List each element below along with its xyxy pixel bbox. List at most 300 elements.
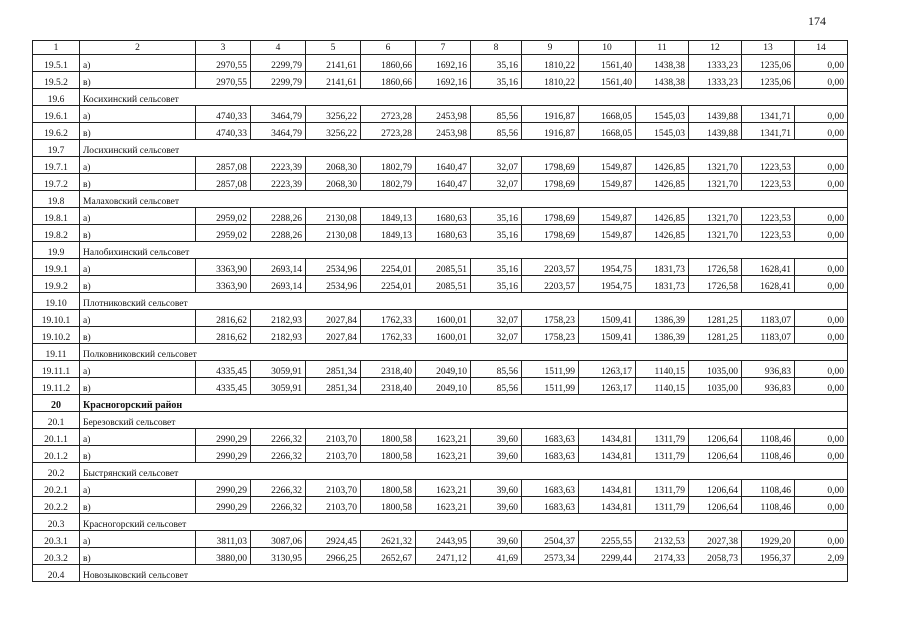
value-cell: 2254,01: [361, 259, 416, 276]
table-row: [33, 208, 848, 225]
value-cell: 1333,23: [689, 72, 742, 89]
value-cell: 2103,70: [306, 480, 361, 497]
value-cell: 2255,55: [579, 531, 636, 548]
value-cell: 2990,29: [196, 480, 251, 497]
section-row: [33, 140, 848, 157]
value-cell: 1426,85: [636, 157, 689, 174]
column-header: 2: [80, 41, 196, 55]
value-cell: 1683,63: [522, 429, 579, 446]
row-code: 20: [33, 395, 80, 412]
value-cell: 39,60: [471, 429, 522, 446]
value-cell: 39,60: [471, 497, 522, 514]
value-cell: 2103,70: [306, 446, 361, 463]
value-cell: 1916,87: [522, 123, 579, 140]
value-cell: 1263,17: [579, 378, 636, 395]
value-cell: 0,00: [795, 378, 848, 395]
value-cell: 0,00: [795, 174, 848, 191]
value-cell: 1680,63: [416, 208, 471, 225]
row-code: 19.8.1: [33, 208, 80, 225]
value-cell: 2723,28: [361, 123, 416, 140]
value-cell: 1438,38: [636, 55, 689, 72]
value-cell: 3464,79: [251, 123, 306, 140]
value-cell: 1426,85: [636, 208, 689, 225]
value-cell: 4740,33: [196, 106, 251, 123]
row-code: 19.11.2: [33, 378, 80, 395]
value-cell: 0,00: [795, 225, 848, 242]
column-number-row: [33, 41, 848, 55]
value-cell: 0,00: [795, 72, 848, 89]
section-row: [33, 242, 848, 259]
value-cell: 3880,00: [196, 548, 251, 565]
value-cell: 1692,16: [416, 72, 471, 89]
value-cell: 2266,32: [251, 480, 306, 497]
value-cell: 1183,07: [742, 327, 795, 344]
value-cell: 0,00: [795, 429, 848, 446]
value-cell: 1439,88: [689, 123, 742, 140]
value-cell: 1561,40: [579, 55, 636, 72]
value-cell: 1640,47: [416, 157, 471, 174]
value-cell: 2534,96: [306, 276, 361, 293]
section-row: [33, 191, 848, 208]
value-cell: 1509,41: [579, 327, 636, 344]
value-cell: 1549,87: [579, 174, 636, 191]
value-cell: 2174,33: [636, 548, 689, 565]
value-cell: 1640,47: [416, 174, 471, 191]
value-cell: 2990,29: [196, 497, 251, 514]
row-label: а): [80, 157, 196, 174]
value-cell: 2223,39: [251, 174, 306, 191]
value-cell: 0,00: [795, 327, 848, 344]
column-header: 12: [689, 41, 742, 55]
value-cell: 35,16: [471, 208, 522, 225]
row-code: 20.1.1: [33, 429, 80, 446]
column-header: 3: [196, 41, 251, 55]
value-cell: 1108,46: [742, 429, 795, 446]
value-cell: 2,09: [795, 548, 848, 565]
value-cell: 3363,90: [196, 259, 251, 276]
value-cell: 1321,70: [689, 174, 742, 191]
value-cell: 2130,08: [306, 225, 361, 242]
row-code: 19.8.2: [33, 225, 80, 242]
row-label: Красногорский сельсовет: [80, 514, 848, 531]
row-code: 19.6: [33, 89, 80, 106]
value-cell: 2266,32: [251, 429, 306, 446]
section-row: [33, 293, 848, 310]
value-cell: 1802,79: [361, 174, 416, 191]
value-cell: 2223,39: [251, 157, 306, 174]
row-code: 19.11.1: [33, 361, 80, 378]
table-row: [33, 480, 848, 497]
value-cell: 3059,91: [251, 378, 306, 395]
value-cell: 1223,53: [742, 174, 795, 191]
column-header: 6: [361, 41, 416, 55]
value-cell: 1802,79: [361, 157, 416, 174]
value-cell: 0,00: [795, 497, 848, 514]
value-cell: 3363,90: [196, 276, 251, 293]
table-row: [33, 123, 848, 140]
row-code: 19.10: [33, 293, 80, 310]
value-cell: 2573,34: [522, 548, 579, 565]
row-label: Березовский сельсовет: [80, 412, 848, 429]
value-cell: 2318,40: [361, 378, 416, 395]
column-header: 10: [579, 41, 636, 55]
row-code: 19.6.2: [33, 123, 80, 140]
table-row: [33, 106, 848, 123]
value-cell: 1683,63: [522, 480, 579, 497]
value-cell: 1831,73: [636, 276, 689, 293]
value-cell: 1623,21: [416, 446, 471, 463]
value-cell: 1668,05: [579, 123, 636, 140]
value-cell: 85,56: [471, 378, 522, 395]
row-code: 20.3.1: [33, 531, 80, 548]
row-label: в): [80, 446, 196, 463]
value-cell: 2959,02: [196, 208, 251, 225]
row-code: 20.2: [33, 463, 80, 480]
value-cell: 0,00: [795, 157, 848, 174]
section-row: [33, 463, 848, 480]
value-cell: 1434,81: [579, 429, 636, 446]
value-cell: 2299,79: [251, 72, 306, 89]
value-cell: 3256,22: [306, 123, 361, 140]
row-label: а): [80, 361, 196, 378]
value-cell: 1434,81: [579, 446, 636, 463]
table-row: [33, 276, 848, 293]
value-cell: 2182,93: [251, 327, 306, 344]
section-row: [33, 412, 848, 429]
section-row: [33, 344, 848, 361]
value-cell: 2068,30: [306, 174, 361, 191]
value-cell: 0,00: [795, 446, 848, 463]
row-code: 19.9.1: [33, 259, 80, 276]
value-cell: 0,00: [795, 55, 848, 72]
value-cell: 0,00: [795, 531, 848, 548]
value-cell: 1386,39: [636, 310, 689, 327]
value-cell: 3059,91: [251, 361, 306, 378]
value-cell: 1683,63: [522, 497, 579, 514]
table-row: [33, 378, 848, 395]
value-cell: 4740,33: [196, 123, 251, 140]
value-cell: 1235,06: [742, 55, 795, 72]
value-cell: 2049,10: [416, 378, 471, 395]
row-label: а): [80, 480, 196, 497]
value-cell: 1545,03: [636, 106, 689, 123]
row-label: а): [80, 310, 196, 327]
value-cell: 2027,38: [689, 531, 742, 548]
value-cell: 2103,70: [306, 497, 361, 514]
table-row: [33, 259, 848, 276]
table-row: [33, 429, 848, 446]
column-header: 11: [636, 41, 689, 55]
value-cell: 1810,22: [522, 72, 579, 89]
value-cell: 2318,40: [361, 361, 416, 378]
value-cell: 1223,53: [742, 208, 795, 225]
value-cell: 1511,99: [522, 361, 579, 378]
value-cell: 2443,95: [416, 531, 471, 548]
value-cell: 2924,45: [306, 531, 361, 548]
value-cell: 2132,53: [636, 531, 689, 548]
column-header: 13: [742, 41, 795, 55]
table-row: [33, 497, 848, 514]
row-code: 19.7.1: [33, 157, 80, 174]
value-cell: 1683,63: [522, 446, 579, 463]
value-cell: 1108,46: [742, 480, 795, 497]
value-cell: 1511,99: [522, 378, 579, 395]
district-row: [33, 395, 848, 412]
value-cell: 936,83: [742, 378, 795, 395]
row-code: 20.3: [33, 514, 80, 531]
table-row: [33, 174, 848, 191]
column-header: 5: [306, 41, 361, 55]
row-code: 19.9: [33, 242, 80, 259]
value-cell: 0,00: [795, 310, 848, 327]
value-cell: 1311,79: [636, 480, 689, 497]
table-row: [33, 548, 848, 565]
value-cell: 2693,14: [251, 276, 306, 293]
row-code: 20.1: [33, 412, 80, 429]
value-cell: 1798,69: [522, 174, 579, 191]
value-cell: 1183,07: [742, 310, 795, 327]
value-cell: 1281,25: [689, 327, 742, 344]
row-code: 19.9.2: [33, 276, 80, 293]
value-cell: 0,00: [795, 480, 848, 497]
value-cell: 1798,69: [522, 208, 579, 225]
row-label: а): [80, 429, 196, 446]
value-cell: 1954,75: [579, 276, 636, 293]
value-cell: 1623,21: [416, 497, 471, 514]
row-code: 19.5.2: [33, 72, 80, 89]
row-label: в): [80, 174, 196, 191]
value-cell: 2652,67: [361, 548, 416, 565]
row-label: а): [80, 106, 196, 123]
value-cell: 1929,20: [742, 531, 795, 548]
value-cell: 1321,70: [689, 157, 742, 174]
value-cell: 2288,26: [251, 225, 306, 242]
section-row: [33, 89, 848, 106]
value-cell: 1281,25: [689, 310, 742, 327]
value-cell: 2027,84: [306, 310, 361, 327]
value-cell: 1798,69: [522, 157, 579, 174]
value-cell: 2085,51: [416, 276, 471, 293]
value-cell: 2970,55: [196, 55, 251, 72]
table-row: [33, 157, 848, 174]
value-cell: 1206,64: [689, 480, 742, 497]
value-cell: 0,00: [795, 208, 848, 225]
value-cell: 2058,73: [689, 548, 742, 565]
value-cell: 1800,58: [361, 429, 416, 446]
row-label: в): [80, 225, 196, 242]
value-cell: 35,16: [471, 72, 522, 89]
value-cell: 1800,58: [361, 480, 416, 497]
value-cell: 2534,96: [306, 259, 361, 276]
value-cell: 3130,95: [251, 548, 306, 565]
value-cell: 1916,87: [522, 106, 579, 123]
value-cell: 1956,37: [742, 548, 795, 565]
value-cell: 1692,16: [416, 55, 471, 72]
value-cell: 1849,13: [361, 208, 416, 225]
row-label: в): [80, 548, 196, 565]
row-label: Плотниковский сельсовет: [80, 293, 848, 310]
value-cell: 2857,08: [196, 157, 251, 174]
column-header: 4: [251, 41, 306, 55]
value-cell: 1321,70: [689, 225, 742, 242]
value-cell: 1341,71: [742, 123, 795, 140]
value-cell: 2693,14: [251, 259, 306, 276]
section-row: [33, 565, 848, 582]
value-cell: 32,07: [471, 157, 522, 174]
row-label: Быстрянский сельсовет: [80, 463, 848, 480]
column-header: 7: [416, 41, 471, 55]
value-cell: 35,16: [471, 55, 522, 72]
section-row: [33, 514, 848, 531]
value-cell: 1035,00: [689, 361, 742, 378]
value-cell: 85,56: [471, 106, 522, 123]
value-cell: 1311,79: [636, 429, 689, 446]
value-cell: 2816,62: [196, 327, 251, 344]
value-cell: 1726,58: [689, 276, 742, 293]
column-header: 14: [795, 41, 848, 55]
value-cell: 35,16: [471, 225, 522, 242]
value-cell: 0,00: [795, 361, 848, 378]
value-cell: 1341,71: [742, 106, 795, 123]
value-cell: 2299,44: [579, 548, 636, 565]
value-cell: 32,07: [471, 327, 522, 344]
value-cell: 2266,32: [251, 497, 306, 514]
value-cell: 1333,23: [689, 55, 742, 72]
value-cell: 1680,63: [416, 225, 471, 242]
value-cell: 2857,08: [196, 174, 251, 191]
row-code: 19.8: [33, 191, 80, 208]
value-cell: 2816,62: [196, 310, 251, 327]
value-cell: 1140,15: [636, 361, 689, 378]
row-label: в): [80, 276, 196, 293]
value-cell: 1549,87: [579, 157, 636, 174]
value-cell: 2621,32: [361, 531, 416, 548]
value-cell: 0,00: [795, 276, 848, 293]
value-cell: 1762,33: [361, 310, 416, 327]
value-cell: 2723,28: [361, 106, 416, 123]
row-label: в): [80, 123, 196, 140]
table-row: [33, 531, 848, 548]
row-label: а): [80, 55, 196, 72]
value-cell: 2141,61: [306, 55, 361, 72]
table-row: [33, 446, 848, 463]
value-cell: 4335,45: [196, 378, 251, 395]
value-cell: 2085,51: [416, 259, 471, 276]
value-cell: 32,07: [471, 174, 522, 191]
row-label: Полковниковский сельсовет: [80, 344, 848, 361]
value-cell: 41,69: [471, 548, 522, 565]
value-cell: 1561,40: [579, 72, 636, 89]
row-code: 20.1.2: [33, 446, 80, 463]
value-cell: 0,00: [795, 259, 848, 276]
row-label: Лосихинский сельсовет: [80, 140, 848, 157]
value-cell: 1311,79: [636, 497, 689, 514]
row-label: а): [80, 259, 196, 276]
value-cell: 1762,33: [361, 327, 416, 344]
table-row: [33, 72, 848, 89]
value-cell: 2203,57: [522, 276, 579, 293]
value-cell: 3087,06: [251, 531, 306, 548]
value-cell: 2182,93: [251, 310, 306, 327]
table-row: [33, 361, 848, 378]
value-cell: 1758,23: [522, 310, 579, 327]
value-cell: 2141,61: [306, 72, 361, 89]
value-cell: 2254,01: [361, 276, 416, 293]
value-cell: 1628,41: [742, 276, 795, 293]
row-code: 19.10.1: [33, 310, 80, 327]
row-label: а): [80, 531, 196, 548]
value-cell: 2027,84: [306, 327, 361, 344]
value-cell: 1810,22: [522, 55, 579, 72]
value-cell: 1386,39: [636, 327, 689, 344]
value-cell: 2453,98: [416, 123, 471, 140]
value-cell: 2299,79: [251, 55, 306, 72]
row-code: 20.2.2: [33, 497, 80, 514]
row-label: Новозыковский сельсовет: [80, 565, 848, 582]
value-cell: 1035,00: [689, 378, 742, 395]
value-cell: 32,07: [471, 310, 522, 327]
value-cell: 2970,55: [196, 72, 251, 89]
value-cell: 39,60: [471, 531, 522, 548]
value-cell: 1426,85: [636, 225, 689, 242]
value-cell: 1600,01: [416, 327, 471, 344]
value-cell: 1439,88: [689, 106, 742, 123]
value-cell: 2288,26: [251, 208, 306, 225]
value-cell: 1860,66: [361, 55, 416, 72]
value-cell: 1849,13: [361, 225, 416, 242]
value-cell: 1954,75: [579, 259, 636, 276]
value-cell: 1321,70: [689, 208, 742, 225]
value-cell: 85,56: [471, 123, 522, 140]
table-row: [33, 327, 848, 344]
value-cell: 2851,34: [306, 378, 361, 395]
value-cell: 2049,10: [416, 361, 471, 378]
row-label: Красногорский район: [80, 395, 848, 412]
column-header: 8: [471, 41, 522, 55]
value-cell: 1726,58: [689, 259, 742, 276]
row-label: Налобихинский сельсовет: [80, 242, 848, 259]
value-cell: 1800,58: [361, 446, 416, 463]
value-cell: 2990,29: [196, 446, 251, 463]
value-cell: 3256,22: [306, 106, 361, 123]
value-cell: 1628,41: [742, 259, 795, 276]
table-row: [33, 310, 848, 327]
value-cell: 39,60: [471, 446, 522, 463]
value-cell: 1549,87: [579, 225, 636, 242]
value-cell: 1438,38: [636, 72, 689, 89]
value-cell: 1623,21: [416, 480, 471, 497]
value-cell: 1426,85: [636, 174, 689, 191]
value-cell: 1206,64: [689, 429, 742, 446]
value-cell: 2453,98: [416, 106, 471, 123]
value-cell: 39,60: [471, 480, 522, 497]
value-cell: 1206,64: [689, 446, 742, 463]
value-cell: 2130,08: [306, 208, 361, 225]
row-code: 20.2.1: [33, 480, 80, 497]
value-cell: 2990,29: [196, 429, 251, 446]
row-label: Косихинский сельсовет: [80, 89, 848, 106]
value-cell: 1860,66: [361, 72, 416, 89]
row-code: 19.11: [33, 344, 80, 361]
value-cell: 3464,79: [251, 106, 306, 123]
row-code: 20.4: [33, 565, 80, 582]
value-cell: 1600,01: [416, 310, 471, 327]
row-label: в): [80, 378, 196, 395]
value-cell: 2851,34: [306, 361, 361, 378]
value-cell: 1545,03: [636, 123, 689, 140]
row-label: в): [80, 497, 196, 514]
value-cell: 936,83: [742, 361, 795, 378]
